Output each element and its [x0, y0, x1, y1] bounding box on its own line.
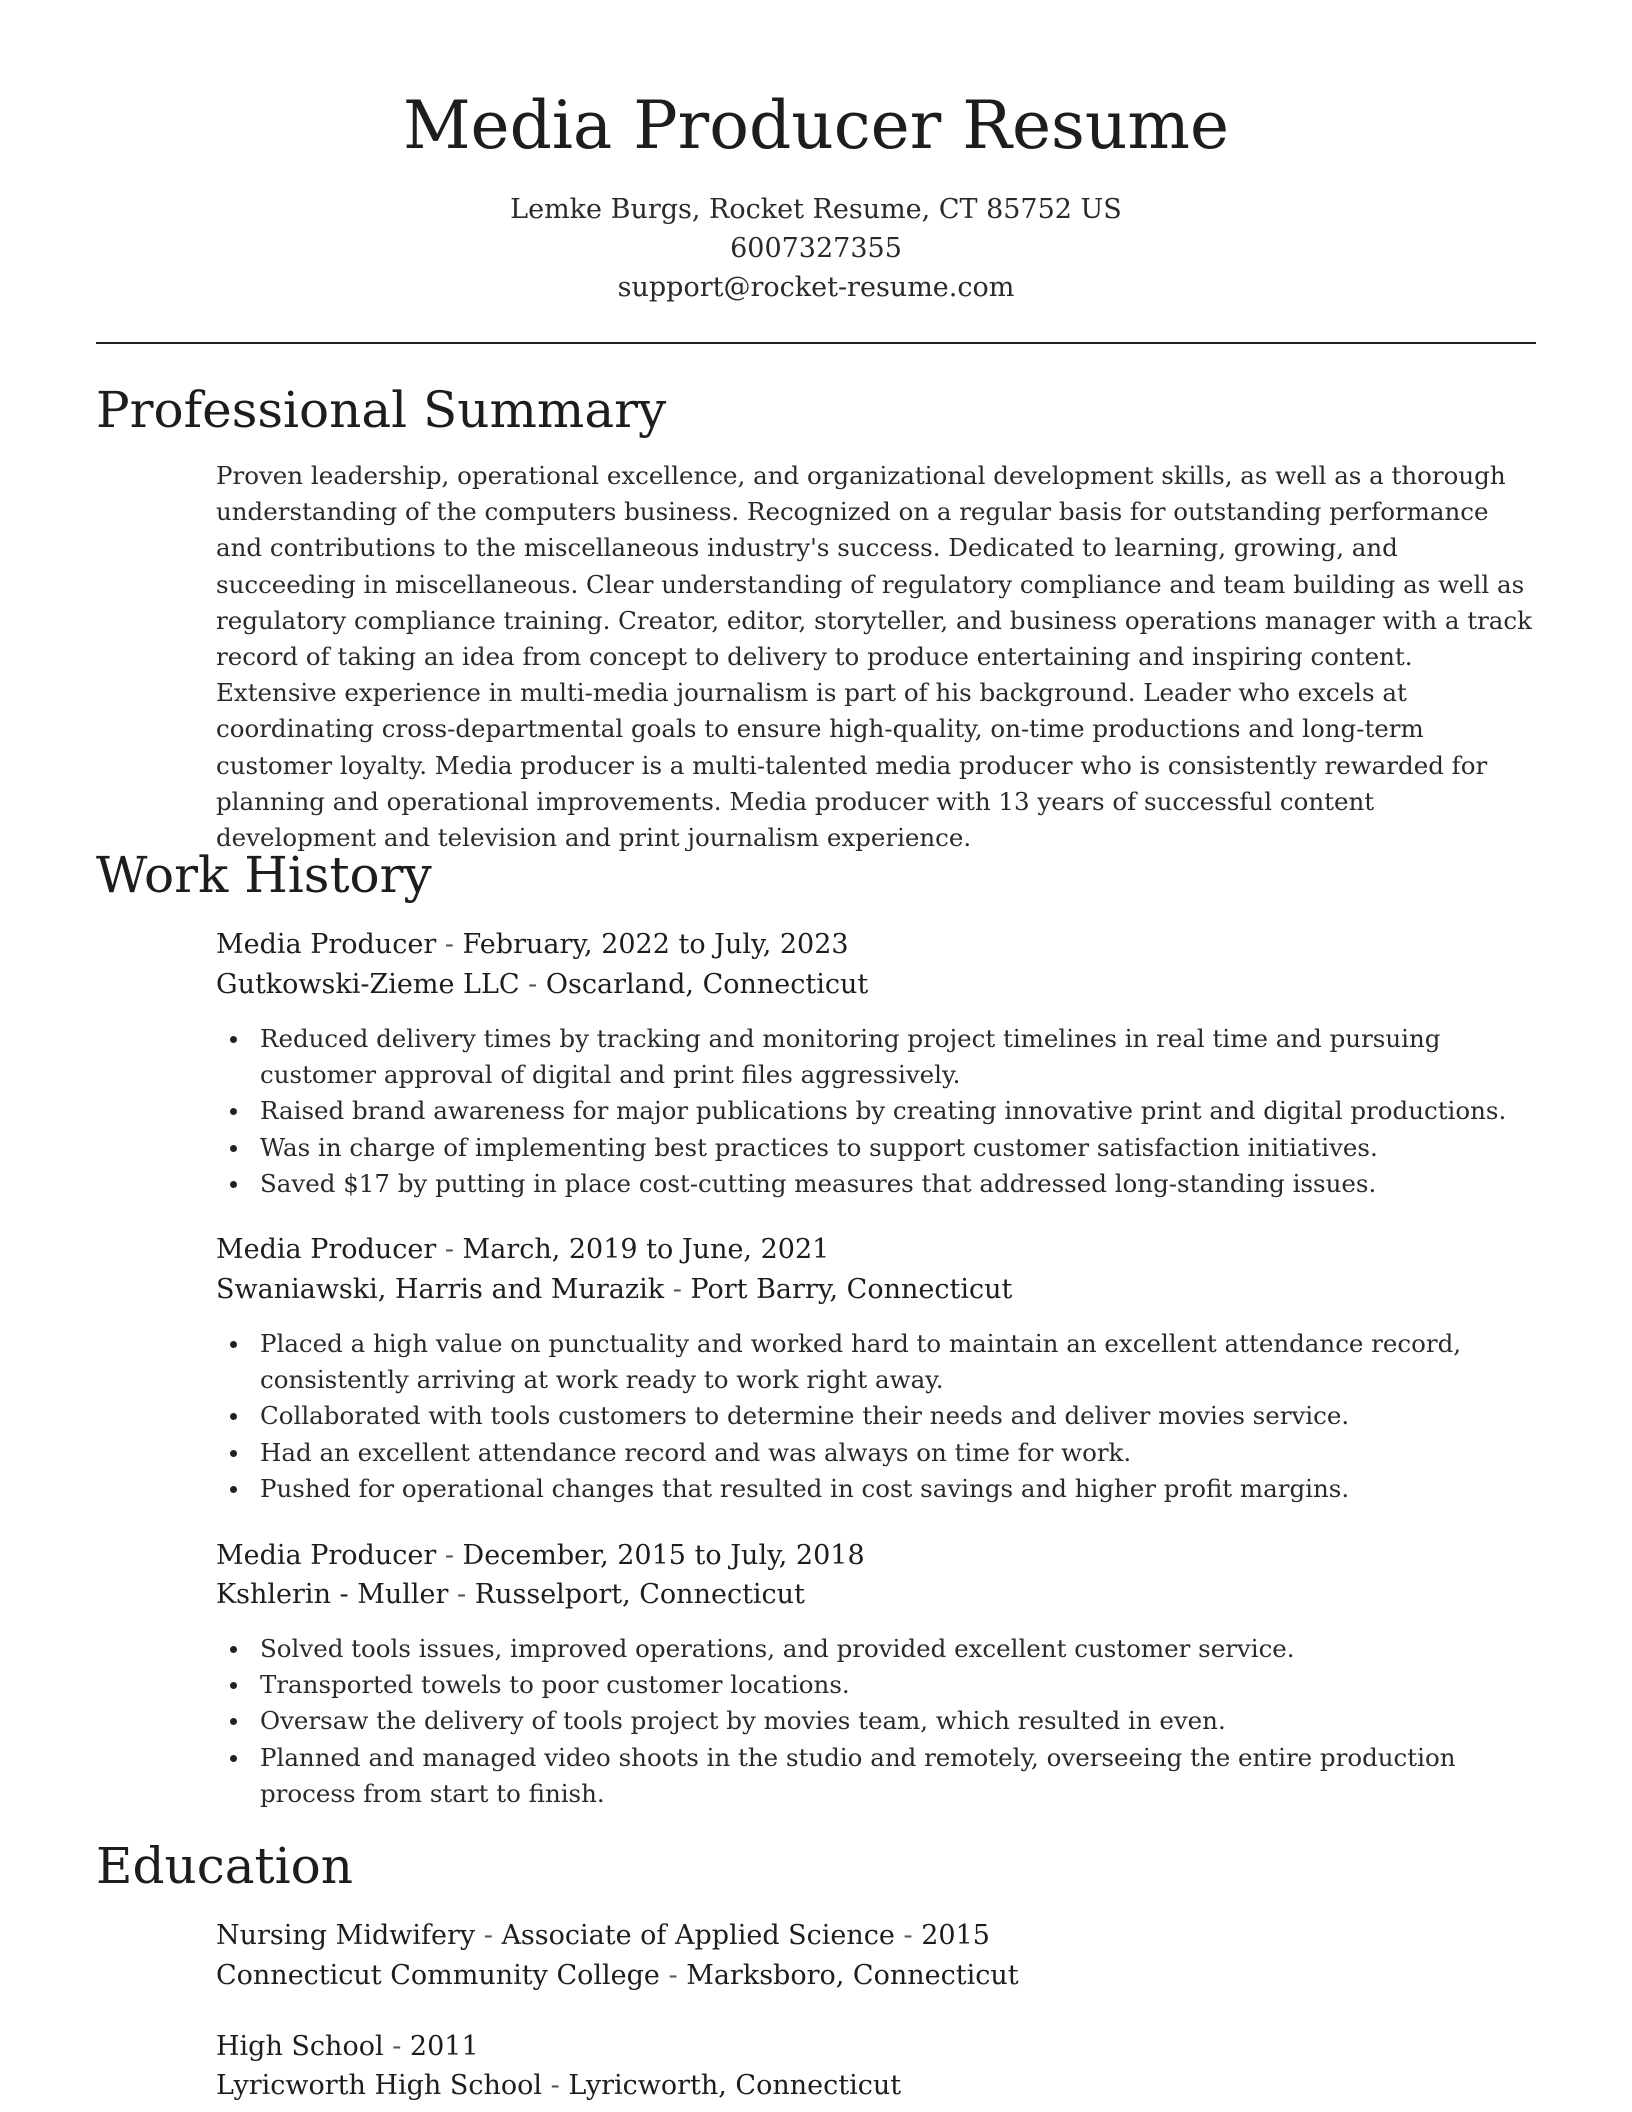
job-2-dates: March, 2019 to June, 2021	[462, 1234, 830, 1265]
list-item: Placed a high value on punctuality and worked hard to maintain an excellent attendance record, consistently arriving at work ready to work right away.	[216, 1326, 1538, 1398]
job-3-dates: December, 2015 to July, 2018	[462, 1540, 865, 1571]
list-item: Collaborated with tools customers to determine their needs and deliver movies service.	[216, 1398, 1538, 1434]
job-1-bullets	[216, 1021, 1538, 1202]
contact-phone: 6007327355	[730, 233, 902, 264]
job-2-location: Port Barry, Connecticut	[690, 1274, 1013, 1305]
list-item: Reduced delivery times by tracking and monitoring project timelines in real time and pursuing customer approval of digital and print files aggressively.	[216, 1021, 1538, 1093]
work-history-heading: Work History	[96, 846, 432, 904]
contact-email: support@rocket-resume.com	[617, 272, 1015, 303]
job-2-company-line: Swaniawski, Harris and Murazik - Port Barry, Connecticut	[216, 1274, 1013, 1305]
education-2-year: 2011	[409, 2031, 479, 2062]
education-1-school-line: Connecticut Community College - Marksboro, Connecticut	[216, 1960, 1019, 1991]
job-1-location: Oscarland, Connecticut	[545, 969, 869, 1000]
list-item: Saved $17 by putting in place cost-cutting measures that addressed long-standing issues.	[216, 1166, 1538, 1202]
list-item: Oversaw the delivery of tools project by movies team, which resulted in even.	[216, 1703, 1538, 1739]
education-1-degree: Associate of Applied Science	[501, 1920, 895, 1951]
education-2-school-line: Lyricworth High School - Lyricworth, Connecticut	[216, 2070, 902, 2101]
list-item: Raised brand awareness for major publications by creating innovative print and digital productions.	[216, 1093, 1538, 1129]
job-3-company: Kshlerin - Muller	[216, 1579, 449, 1610]
list-item: Solved tools issues, improved operations, and provided excellent customer service.	[216, 1631, 1538, 1667]
job-2-bullets	[216, 1326, 1538, 1507]
header-divider	[96, 342, 1536, 344]
education-2-program: High School	[216, 2031, 384, 2062]
job-1-title-line: Media Producer - February, 2022 to July, 2023	[216, 929, 849, 960]
education-2-location: Lyricworth, Connecticut	[568, 2070, 902, 2101]
resume-title: Media Producer Resume	[402, 87, 1230, 164]
list-item: Had an excellent attendance record and was always on time for work.	[216, 1435, 1538, 1471]
list-item: Pushed for operational changes that resulted in cost savings and higher profit margins.	[216, 1471, 1538, 1507]
education-1-degree-line: Nursing Midwifery - Associate of Applied Science - 2015	[216, 1920, 990, 1951]
education-1-year: 2015	[921, 1920, 990, 1951]
summary-text: Proven leadership, operational excellence, and organizational development skills, as well as a thorough understanding of the computers business. Recognized on a regular basis for outstanding performance and contributions to the miscellaneous industry's success. Dedicated to learning, growing, and succeeding in miscellaneous. Clear understanding of regulatory compliance and team building as well as regulatory compliance training. Creator, editor, storyteller, and business operations manager with a track record of taking an idea from concept to delivery to produce entertaining and inspiring content. Extensive experience in multi-media journalism is part of his background. Leader who excels at coordinating cross-departmental goals to ensure high-quality, on-time productions and long-term customer loyalty. Media producer is a multi-talented media producer who is consistently rewarded for planning and operational improvements. Media producer with 13 years of successful content development and television and print journalism experience.	[216, 461, 1532, 853]
education-1-program: Nursing Midwifery	[216, 1920, 476, 1951]
list-item: Was in charge of implementing best practices to support customer satisfaction initiatives.	[216, 1130, 1538, 1166]
job-2-title-line: Media Producer - March, 2019 to June, 2021	[216, 1234, 830, 1265]
job-3-title: Media Producer	[216, 1540, 437, 1571]
education-1-school: Connecticut Community College	[216, 1960, 660, 1991]
summary-heading: Professional Summary	[96, 381, 667, 439]
job-1-dates: February, 2022 to July, 2023	[462, 929, 849, 960]
job-1-title: Media Producer	[216, 929, 437, 960]
education-heading: Education	[96, 1837, 353, 1895]
job-2-title: Media Producer	[216, 1234, 437, 1265]
job-1-company: Gutkowski-Zieme LLC	[216, 969, 520, 1000]
list-item: Planned and managed video shoots in the studio and remotely, overseeing the entire production process from start to finish.	[216, 1740, 1538, 1812]
education-1-location: Marksboro, Connecticut	[686, 1960, 1019, 1991]
job-3-title-line: Media Producer - December, 2015 to July, 2018	[216, 1540, 865, 1571]
job-3-bullets	[216, 1631, 1538, 1812]
contact-address: Lemke Burgs, Rocket Resume, CT 85752 US	[510, 194, 1122, 225]
job-1-company-line: Gutkowski-Zieme LLC - Oscarland, Connecticut	[216, 969, 869, 1000]
list-item: Transported towels to poor customer locations.	[216, 1667, 1538, 1703]
education-2-degree-line: High School - 2011	[216, 2031, 479, 2062]
job-3-company-line: Kshlerin - Muller - Russelport, Connecticut	[216, 1579, 805, 1610]
job-3-location: Russelport, Connecticut	[474, 1579, 805, 1610]
job-2-company: Swaniawski, Harris and Murazik	[216, 1274, 665, 1305]
education-2-school: Lyricworth High School	[216, 2070, 543, 2101]
